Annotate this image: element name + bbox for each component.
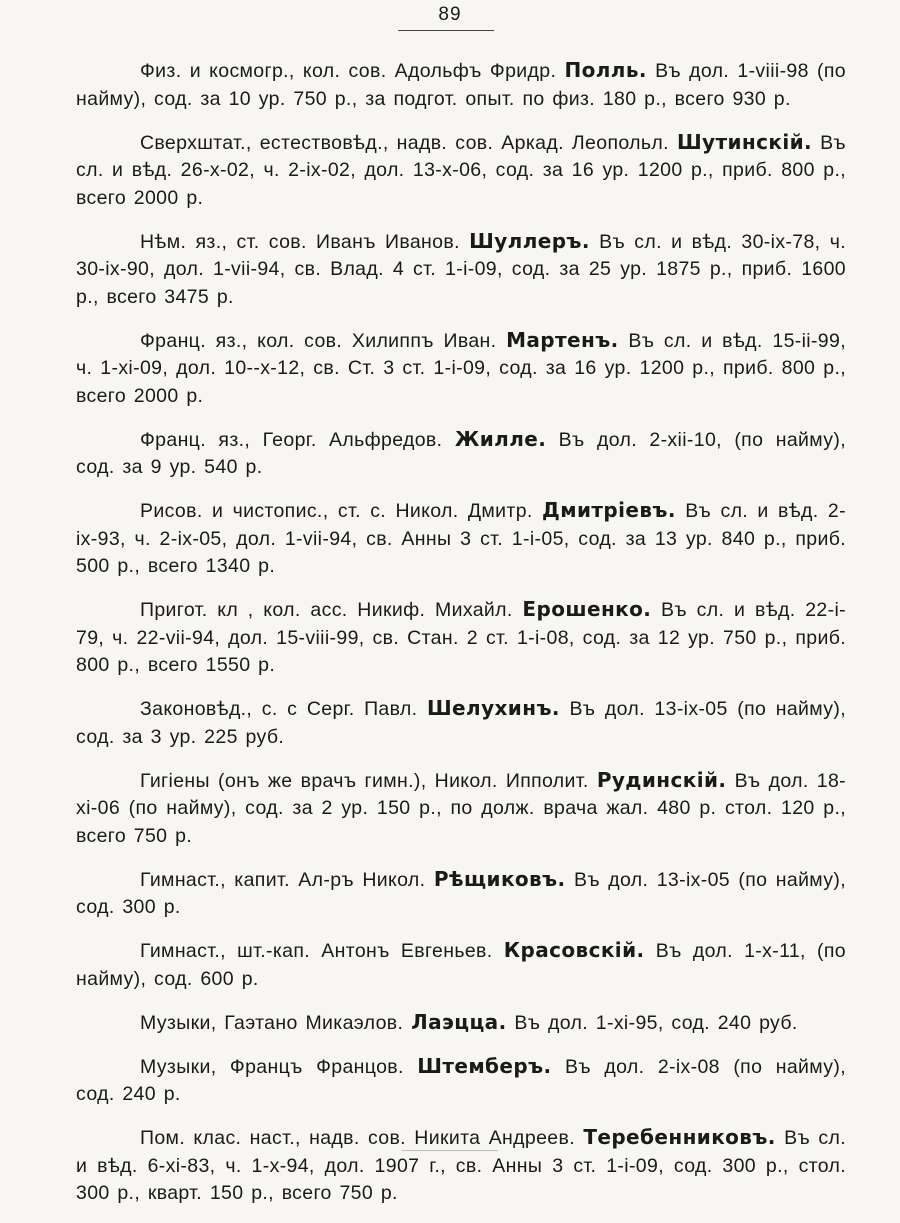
entry-service-details: Въ дол. 1-viii-98 (по найму), сод. за 10 ур. 750 р., за подгот. опыт. по физ. 180 р., всего 930 р.: [76, 60, 846, 110]
entry-surname: Жилле.: [454, 426, 547, 451]
entry-position-and-name: Франц. яз., Георг. Альфредов.: [140, 428, 443, 451]
entry-service-details: Въ дол. 13-ix-05 (по найму), сод. за 3 ур. 225 руб.: [76, 698, 846, 748]
entry-position-and-name: Физ. и космогр., кол. сов. Адольфъ Фридр.: [140, 60, 557, 82]
entry-surname: Штемберъ.: [417, 1053, 552, 1078]
entry-surname: Шутинскій.: [676, 129, 813, 154]
entry-position-and-name: Пом. клас. наст., надв. сов. Никита Андреев.: [140, 1127, 575, 1149]
entry-position-and-name: Гимнаст., капит. Ал-ръ Никол.: [140, 868, 426, 891]
entry-service-details: Въ сл. и вѣд. 22-i-79, ч. 22-vii-94, дол. 15-viii-99, св. Стан. 2 ст. 1-i-08, сод. за 12 ур. 750 р., приб. 800 р., всего 1550 р.: [76, 599, 846, 676]
entry-surname: Шуллеръ.: [469, 228, 590, 253]
staff-entry: [76, 767, 846, 851]
staff-entry: [76, 866, 846, 922]
entry-service-details: Въ дол. 1-xi-95, сод. 240 руб.: [514, 1011, 798, 1034]
entry-surname: Дмитріевъ.: [542, 498, 676, 522]
entry-surname: Рѣщиковъ.: [433, 866, 566, 891]
entry-surname: Лаэцца.: [411, 1009, 507, 1034]
staff-entry: [76, 937, 846, 993]
entry-position-and-name: Музыки, Францъ Францов.: [140, 1055, 404, 1078]
staff-entry: [76, 228, 846, 312]
entry-position-and-name: Нѣм. яз., ст. сов. Иванъ Иванов.: [140, 230, 460, 253]
entry-surname: Ерошенко.: [522, 597, 652, 621]
entry-surname: Красовскій.: [503, 938, 645, 962]
staff-entry: [76, 497, 846, 581]
entry-position-and-name: Музыки, Гаэтано Микаэлов.: [140, 1011, 404, 1034]
staff-entry: [76, 1124, 846, 1208]
page-number: 89: [438, 4, 462, 25]
entry-position-and-name: Гигіены (онъ же врачъ гимн.), Никол. Ипполит.: [140, 769, 589, 792]
entry-service-details: Въ дол. 13-ix-05 (по найму), сод. 300 р.: [76, 868, 846, 918]
staff-entry: [76, 596, 846, 680]
entry-surname: Шелухинъ.: [426, 696, 560, 720]
staff-entry: [76, 426, 846, 482]
staff-entry: [76, 327, 846, 411]
page-number-underline: [398, 30, 494, 31]
entry-position-and-name: Сверхштат., естествовѣд., надв. сов. Аркад. Леопольл.: [140, 131, 669, 154]
entry-service-details: Въ дол. 2-xii-10, (по найму), сод. за 9 ур. 540 р.: [76, 428, 846, 478]
entry-service-details: Въ сл. и вѣд. 6-xi-83, ч. 1-x-94, дол. 1907 г., св. Анны 3 ст. 1-i-09, сод. 300 р., стол. 300 р., кварт. 150 р., всего 750 р.: [76, 1127, 846, 1204]
entry-position-and-name: Пригот. кл , кол. асс. Никиф. Михайл.: [140, 599, 513, 621]
staff-entry: [76, 1053, 846, 1109]
staff-entries-list: [76, 57, 846, 1223]
bottom-rule: [402, 1150, 498, 1151]
entry-service-details: Въ дол. 18-xi-06 (по найму), сод. за 2 ур. 150 р., по долж. врача жал. 480 р. стол. 120 р., всего 750 р.: [76, 769, 846, 847]
entry-surname: Рудинскій.: [596, 767, 727, 792]
entry-service-details: Въ сл. и вѣд. 15-ii-99, ч. 1-xi-09, дол. 10--x-12, св. Ст. 3 ст. 1-i-09, сод. за 16 ур. 1200 р., приб. 800 р., всего 2000 р.: [76, 329, 846, 407]
entry-surname: Теребенниковъ.: [583, 1125, 776, 1149]
entry-position-and-name: Франц. яз., кол. сов. Хилиппъ Иван.: [140, 329, 497, 352]
entry-service-details: Въ сл. и вѣд. 30-ix-78, ч. 30-ix-90, дол. 1-vii-94, св. Влад. 4 ст. 1-i-09, сод. за 25 ур. 1875 р., приб. 1600 р., всего 3475 р.: [76, 230, 846, 308]
entry-position-and-name: Гимнаст., шт.-кап. Антонъ Евгеньев.: [140, 940, 493, 962]
staff-entry: [76, 57, 846, 113]
entry-surname: Мартенъ.: [506, 327, 619, 352]
entry-surname: Полль.: [564, 58, 647, 82]
staff-entry: [76, 695, 846, 751]
entry-service-details: Въ сл. и вѣд. 2-ix-93, ч. 2-ix-05, дол. 1-vii-94, св. Анны 3 ст. 1-i-05, сод. за 13 ур. 840 р., приб. 500 р., всего 1340 р.: [76, 500, 846, 577]
staff-entry: [76, 1009, 846, 1038]
entry-position-and-name: Законовѣд., с. с Серг. Павл.: [140, 698, 418, 720]
entry-service-details: Въ дол. 1-x-11, (по найму), сод. 600 р.: [76, 940, 846, 990]
entry-service-details: Въ сл. и вѣд. 26-x-02, ч. 2-ix-02, дол. 13-x-06, сод. за 16 ур. 1200 р., приб. 800 р., всего 2000 р.: [76, 131, 846, 209]
staff-entry: [76, 129, 846, 213]
entry-position-and-name: Рисов. и чистопис., ст. с. Никол. Дмитр.: [140, 500, 533, 522]
entry-service-details: Въ дол. 2-ix-08 (по найму), сод. 240 р.: [76, 1055, 846, 1105]
